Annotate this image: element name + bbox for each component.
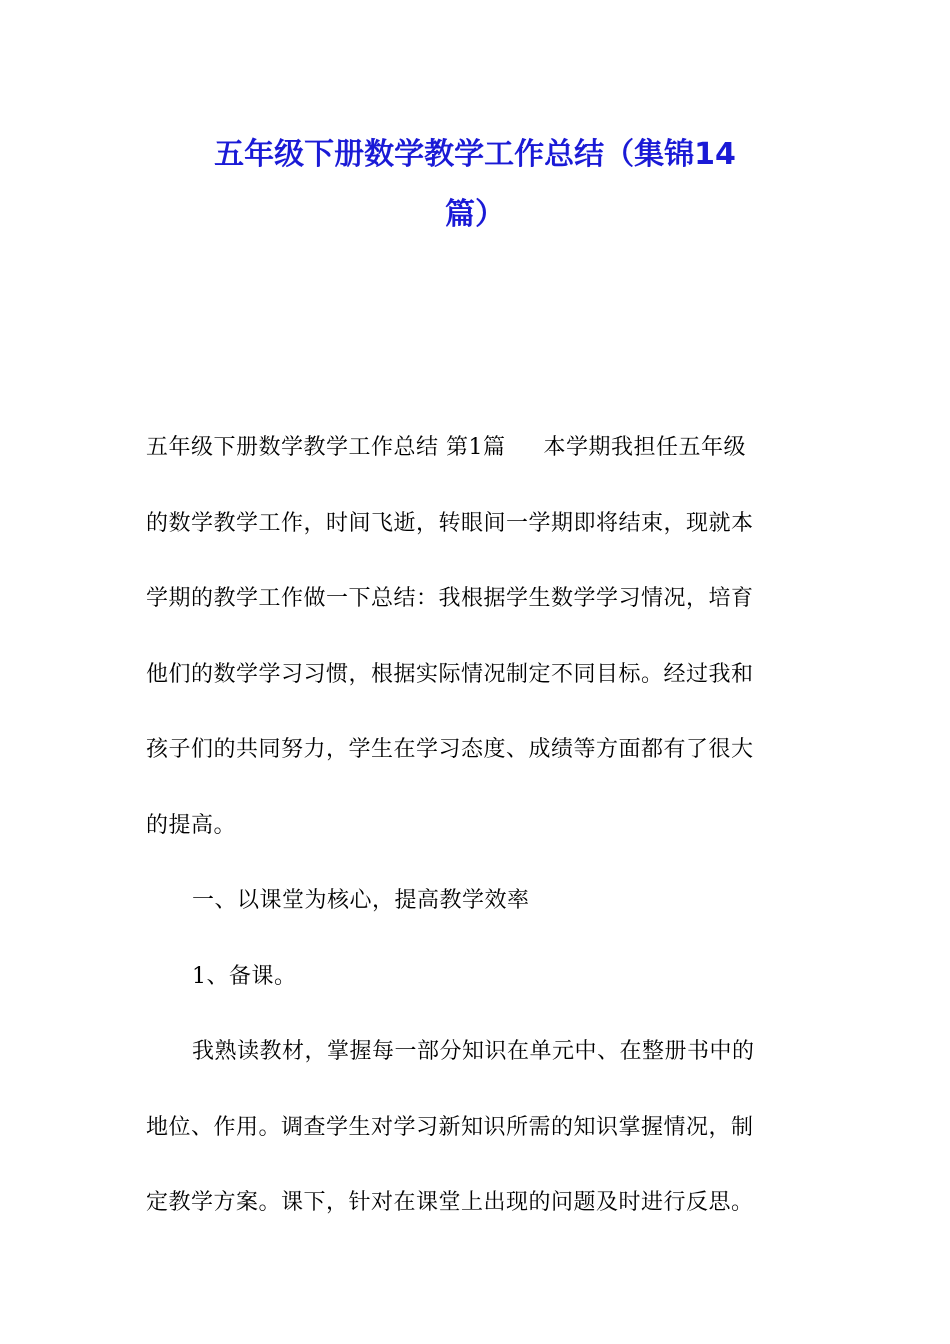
document-title — [150, 125, 800, 245]
paragraph-1-line-4: 他们的数学学习习惯，根据实际情况制定不同目标。经过我和 — [146, 661, 754, 687]
paragraph-1-line-3: 学期的教学工作做一下总结：我根据学生数学学习情况，培育 — [146, 586, 754, 611]
paragraph-1-line-1 — [146, 410, 806, 486]
article-heading: 五年级下册数学教学工作总结 第1篇 — [146, 435, 506, 460]
paragraph-1-line-2: 的数学教学工作，时间飞逝，转眼间一学期即将结束，现就本 — [146, 510, 754, 536]
document-body — [146, 410, 806, 1241]
title-line-2: 篇） — [445, 197, 505, 232]
paragraph-1-line-6: 的提高。 — [146, 812, 237, 838]
paragraph-2-line-3: 定教学方案。课下，针对在课堂上出现的问题及时进行反思。 — [146, 1190, 754, 1215]
subsection-heading-1: 1、备课。 — [192, 963, 297, 989]
title-line-1: 五年级下册数学教学工作总结（集锦14 — [214, 137, 736, 172]
section-heading-1: 一、以课堂为核心，提高教学效率 — [192, 888, 530, 913]
paragraph-2-line-2: 地位、作用。调查学生对学习新知识所需的知识掌握情况，制 — [146, 1114, 754, 1140]
paragraph-2-line-1: 我熟读教材，掌握每一部分知识在单元中、在整册书中的 — [192, 1039, 755, 1064]
paragraph-1-line-1-text: 本学期我担任五年级 — [543, 435, 747, 460]
paragraph-1-line-5: 孩子们的共同努力，学生在学习态度、成绩等方面都有了很大 — [146, 737, 754, 762]
